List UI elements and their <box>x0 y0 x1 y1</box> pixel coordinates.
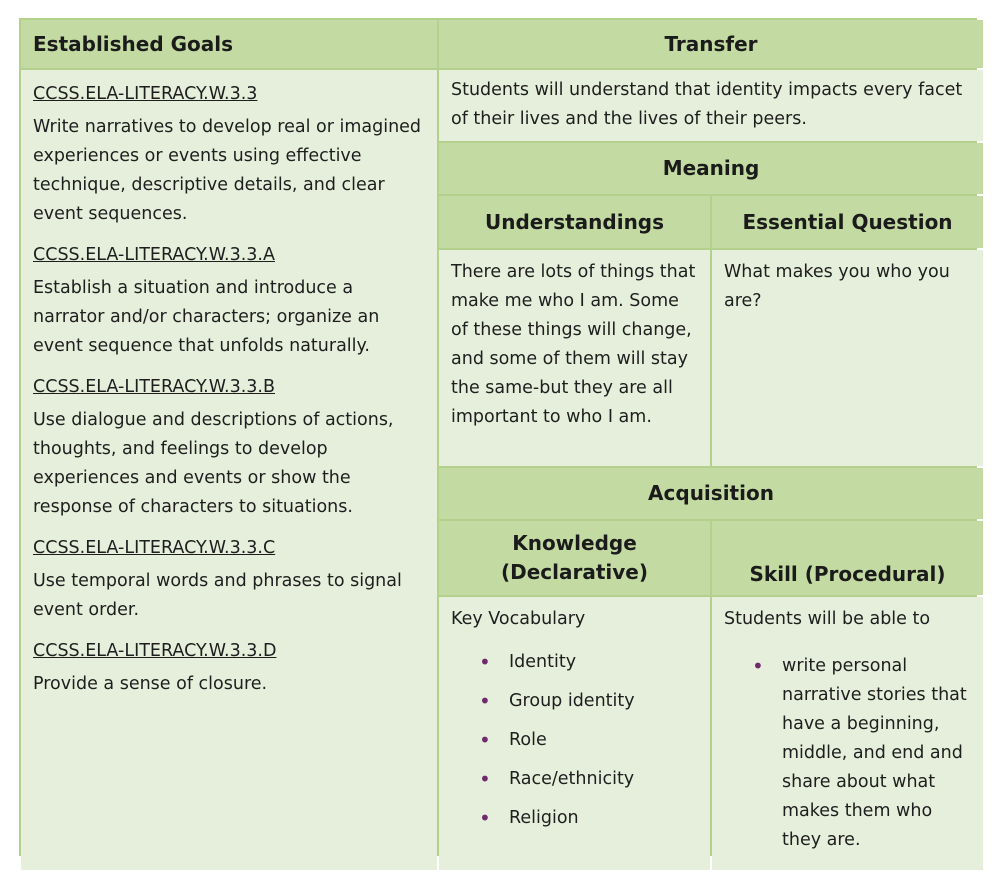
essential-question-header: Essential Question <box>712 196 983 248</box>
vocabulary-list <box>451 648 698 833</box>
skill-body <box>712 597 983 870</box>
skill-item: • write personal narrative stories that have a beginning, middle, and end and share about what makes them who they are. <box>752 652 971 855</box>
standard-text: Use dialogue and descriptions of actions, thoughts, and feelings to develop experiences and events or show the response of characters to situations. <box>33 410 394 517</box>
vocabulary-item: • Group identity <box>479 687 698 716</box>
transfer-header: Transfer <box>439 20 983 68</box>
vocabulary-item: • Race/ethnicity <box>479 765 698 794</box>
vocabulary-item: • Role <box>479 726 698 755</box>
established-goals-body <box>21 70 437 870</box>
transfer-body: Students will understand that identity impacts every facet of their lives and the lives of their peers. <box>439 70 983 141</box>
essential-question-body: What makes you who you are? <box>712 250 983 466</box>
knowledge-body <box>439 597 710 870</box>
understandings-header: Understandings <box>439 196 710 248</box>
knowledge-header: Knowledge (Declarative) <box>439 521 710 595</box>
standard-text: Write narratives to develop real or imagined experiences or events using effective technique, descriptive details, and clear event sequences. <box>33 117 422 224</box>
standard-text: Establish a situation and introduce a narrator and/or characters; organize an event sequence that unfolds naturally. <box>33 278 380 356</box>
standard-code: CCSS.ELA-LITERACY.W.3.3 <box>33 84 258 104</box>
ubd-planning-table <box>19 18 977 856</box>
understandings-body: There are lots of things that make me who I am. Some of these things will change, and some of them will stay the same-but they are all important to who I am. <box>439 250 710 466</box>
key-vocabulary-label: Key Vocabulary <box>451 609 586 629</box>
skill-header: Skill (Procedural) <box>712 521 983 595</box>
acquisition-header: Acquisition <box>439 468 983 519</box>
vocabulary-item: • Identity <box>479 648 698 677</box>
standard-text: Use temporal words and phrases to signal event order. <box>33 571 402 620</box>
skills-list <box>724 652 971 855</box>
established-goals-header: Established Goals <box>21 20 437 68</box>
standard-text: Provide a sense of closure. <box>33 674 268 694</box>
meaning-header: Meaning <box>439 143 983 194</box>
skill-intro: Students will be able to <box>724 609 931 629</box>
vocabulary-item: • Religion <box>479 804 698 833</box>
standard-code: CCSS.ELA-LITERACY.W.3.3.D <box>33 641 277 661</box>
standard-code: CCSS.ELA-LITERACY.W.3.3.C <box>33 538 276 558</box>
standard-code: CCSS.ELA-LITERACY.W.3.3.B <box>33 377 275 397</box>
standard-code: CCSS.ELA-LITERACY.W.3.3.A <box>33 245 275 265</box>
